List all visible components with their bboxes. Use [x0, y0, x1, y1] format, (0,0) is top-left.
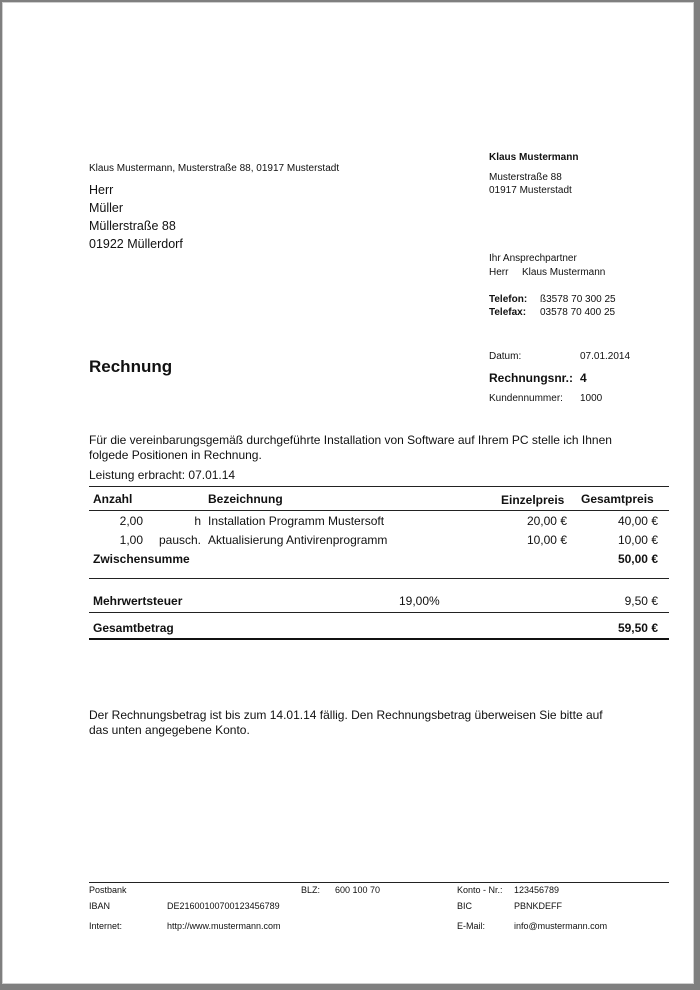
sender-name: Klaus Mustermann — [489, 152, 579, 163]
intro-text-line2: folgede Positionen in Rechnung. — [89, 448, 262, 462]
header-total: Gesamtpreis — [581, 492, 654, 506]
contact-name: Klaus Mustermann — [522, 267, 606, 278]
vat-rate: 19,00% — [399, 594, 440, 608]
row1-description: Installation Programm Mustersoft — [208, 514, 385, 528]
date-label: Datum: — [489, 351, 522, 362]
vat-rule — [89, 612, 669, 613]
recipient-name: Müller — [89, 201, 124, 215]
footer-bank: Postbank — [89, 885, 127, 895]
invoice-number-label: Rechnungsnr.: — [489, 371, 574, 385]
row1-total: 40,00 € — [617, 514, 658, 528]
intro-text-line1: Für die vereinbarungsgemäß durchgeführte Installation von Software auf Ihrem PC stelle ich Ihnen — [89, 433, 612, 447]
row1-unit: h — [194, 514, 201, 528]
grand-total-label: Gesamtbetrag — [93, 621, 174, 635]
payment-text-line1: Der Rechnungsbetrag ist bis zum 14.01.14 fällig. Den Rechnungsbetrag überweisen Sie bitte auf — [89, 708, 603, 722]
subtotal-label: Zwischensumme — [93, 552, 190, 566]
row1-qty: 2,00 — [119, 514, 143, 528]
contact-label: Ihr Ansprechpartner — [489, 253, 577, 264]
footer-bic-value: PBNKDEFF — [514, 901, 563, 911]
payment-text-line2: das unten angegebene Konto. — [89, 723, 250, 737]
vat-value: 9,50 € — [624, 594, 658, 608]
fax-value: 03578 70 400 25 — [540, 307, 616, 318]
recipient-street: Müllerstraße 88 — [89, 219, 176, 233]
row2-total: 10,00 € — [617, 533, 658, 547]
recipient-address — [89, 181, 183, 253]
footer-blz-label: BLZ: — [301, 885, 321, 895]
row2-unit-price: 10,00 € — [526, 533, 567, 547]
footer-email-label: E-Mail: — [457, 921, 486, 931]
table-header-rule — [89, 510, 669, 511]
footer-konto-label: Konto - Nr.: — [457, 885, 503, 895]
invoice-number-value: 4 — [580, 371, 587, 385]
footer-konto-value: 123456789 — [514, 885, 560, 895]
total-rule — [89, 638, 669, 640]
contact-title: Herr — [489, 267, 509, 278]
footer-blz-value: 600 100 70 — [335, 885, 381, 895]
footer-iban-value: DE21600100700123456789 — [167, 901, 280, 911]
footer-bic-label: BIC — [457, 901, 473, 911]
header-unit-price: Einzelpreis — [501, 493, 565, 507]
document-title: Rechnung — [89, 357, 173, 376]
header-description: Bezeichnung — [208, 492, 283, 506]
row1-unit-price: 20,00 € — [526, 514, 567, 528]
service-date: Leistung erbracht: 07.01.14 — [89, 468, 236, 482]
phone-label: Telefon: — [489, 294, 528, 305]
footer-internet-link[interactable]: http://www.mustermann.com — [167, 921, 281, 931]
header-qty: Anzahl — [93, 492, 133, 506]
fax-label: Telefax: — [489, 307, 527, 318]
grand-total-value: 59,50 € — [617, 621, 658, 635]
sender-street: Musterstraße 88 — [489, 172, 562, 183]
invoice-page — [2, 2, 694, 984]
subtotal-value: 50,00 € — [617, 552, 658, 566]
subtotal-rule — [89, 578, 669, 579]
row2-unit: pausch. — [158, 533, 201, 547]
sender-city: 01917 Musterstadt — [489, 185, 572, 196]
recipient-city: 01922 Müllerdorf — [89, 237, 183, 251]
footer-internet-label: Internet: — [89, 921, 123, 931]
footer-iban-label: IBAN — [89, 901, 111, 911]
row2-qty: 1,00 — [119, 533, 143, 547]
date-value: 07.01.2014 — [580, 351, 631, 362]
footer-rule — [89, 882, 669, 883]
footer-email-link[interactable]: info@mustermann.com — [514, 921, 608, 931]
recipient-salutation: Herr — [89, 183, 114, 197]
vat-label: Mehrwertsteuer — [93, 594, 183, 608]
table-top-rule — [89, 486, 669, 487]
customer-number-label: Kundennummer: — [489, 393, 563, 404]
row2-description: Aktualisierung Antivirenprogramm — [208, 533, 388, 547]
phone-value: ß3578 70 300 25 — [540, 294, 616, 305]
sender-return-line: Klaus Mustermann, Musterstraße 88, 01917 Musterstadt — [89, 163, 340, 174]
customer-number-value: 1000 — [580, 393, 603, 404]
